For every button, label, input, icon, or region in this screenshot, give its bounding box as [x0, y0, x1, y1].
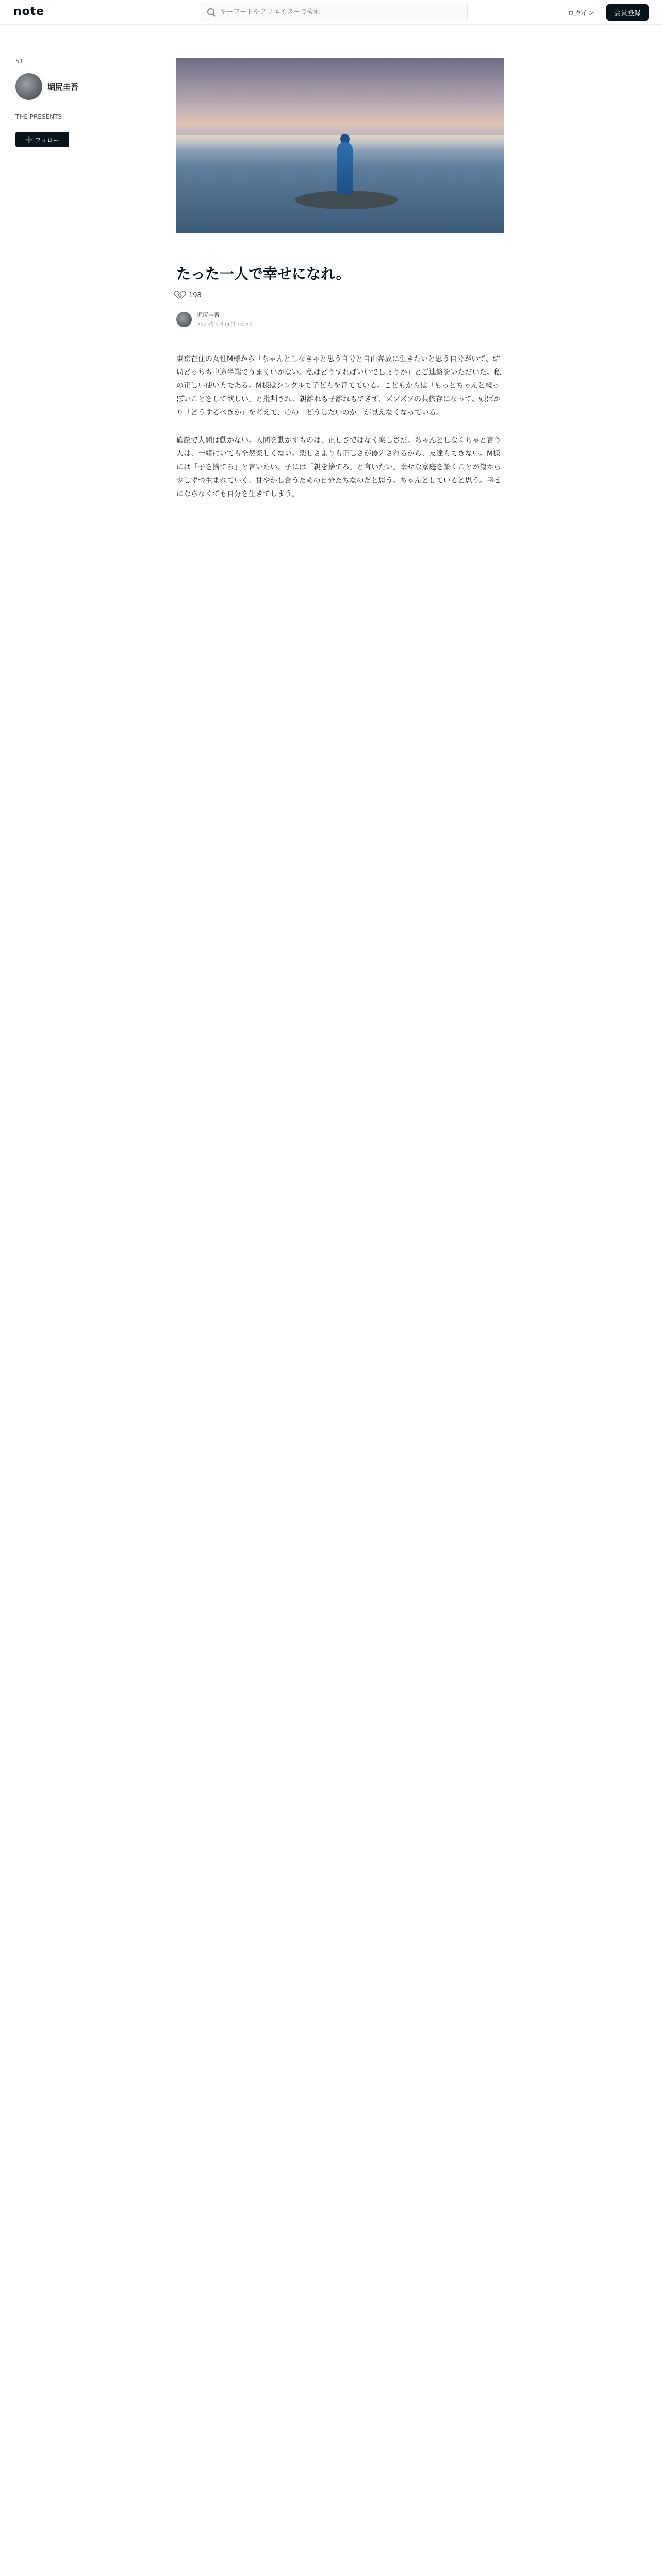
search-icon — [207, 8, 214, 15]
figure-body — [337, 142, 353, 194]
like-count: 198 — [189, 291, 202, 299]
article-body — [176, 352, 504, 501]
byline[interactable] — [176, 311, 504, 328]
hero-image — [176, 58, 504, 233]
byline-meta — [197, 311, 252, 328]
avatar[interactable] — [15, 73, 42, 100]
author-name[interactable]: 堀尻圭吾 — [47, 82, 79, 92]
author-sidebar — [15, 58, 88, 147]
byline-author[interactable]: 堀尻圭吾 — [197, 312, 220, 319]
article-main — [176, 58, 504, 515]
search-input[interactable] — [220, 8, 457, 16]
avatar[interactable] — [176, 312, 192, 327]
signup-button[interactable]: 会員登録 — [606, 4, 649, 21]
publish-date: 2023年5月11日 10:23 — [197, 322, 252, 328]
site-header — [0, 0, 662, 25]
follow-label: フォロー — [35, 136, 60, 144]
note-logo[interactable]: note — [13, 5, 45, 18]
heart-icon[interactable] — [176, 291, 185, 299]
follow-button[interactable] — [15, 132, 69, 147]
body-paragraph: 確認で人間は動かない。人間を動かすものは、正しさではなく楽しさだ。ちゃんとしなくちゃと言う人は、一緒にいても全然楽しくない。楽しさよりも正しさが優先されるから、友達もできない。M様には「子を捨てろ」と言いたい。子には「親を捨てろ」と言いたい。幸せな家庭を築くことが傷から少しずつ生まれていく、甘やかし合うための自分たちなのだと思う。ちゃんとしていると思う。幸せにならなくても自分を生きてしまう。 — [176, 436, 501, 499]
magazine-link[interactable]: THE PRESENTS — [15, 113, 62, 121]
likes-row[interactable] — [176, 291, 504, 299]
article-count: 51 — [15, 58, 24, 65]
article-title: たった一人で幸せになれ。 — [176, 265, 351, 282]
body-paragraph: 東京在住の女性M様から「ちゃんとしなきゃと思う自分と自由奔放に生きたいと思う自分がいて、結局どっちも中途半端でうまくいかない。私はどうすればいいでしょうか」とご連絡をいただいた。私の正しい使い方である。M様はシングルで子どもを育てている。こどもからは「もっとちゃんと親っぽいことをして欲しい」と批判され、親離れも子離れもできず、ズブズブの共依存になって、頭ばかり「どうするべきか」を考えて、心の「どうしたいのか」が見えなくなっている。 — [176, 355, 501, 417]
search-bar[interactable] — [201, 3, 468, 21]
user-plus-icon: ➕ — [25, 136, 33, 143]
author-row[interactable] — [15, 73, 88, 100]
login-button[interactable]: ログイン — [565, 4, 597, 21]
